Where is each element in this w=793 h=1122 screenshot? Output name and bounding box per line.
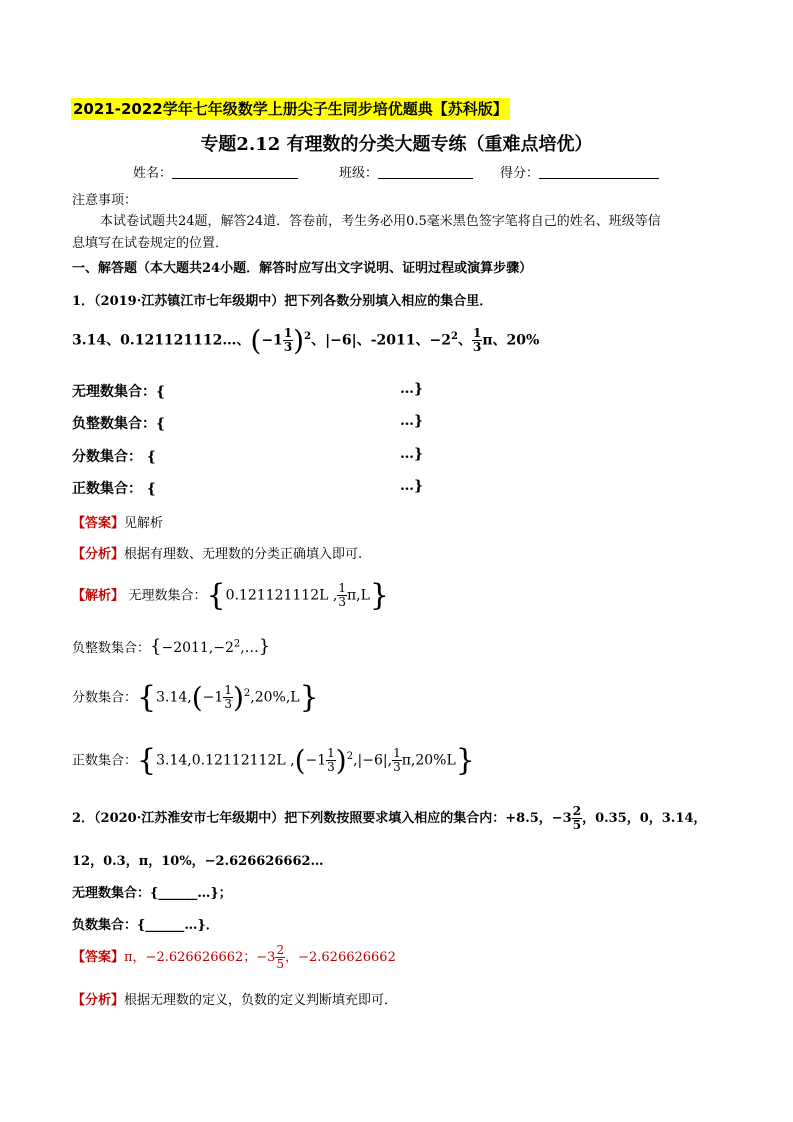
score-label: 得分： (500, 166, 540, 181)
solution-tag: 【解析】 (72, 588, 125, 604)
name-label: 姓名： (133, 166, 173, 181)
q2-set-irrational: 无理数集合：{______…}； (72, 886, 232, 901)
q2-fraction: $\frac{2}{5}$ (572, 804, 582, 832)
q1-numbers-a: 3.14、0.121121112…、 (72, 332, 251, 349)
q1-solution-positive: 正数集合：{3.14,0.12112112L ,(−1 $\frac{1}{3}$ )$^2$,|−6|, $\frac{1}{3}$ π,20%L} (72, 743, 475, 778)
q1-answer: 【答案】见解析 (72, 516, 164, 531)
name-blank[interactable] (172, 164, 298, 179)
series-banner: 2021-2022学年七年级数学上册尖子生同步培优题典【苏科版】 (73, 100, 508, 118)
class-label: 班级： (339, 166, 379, 181)
q1-solution-irrational: 【解析】 无理数集合：{0.121121112L , $\frac{1}{3}$ π,L} (72, 578, 389, 613)
score-blank[interactable] (539, 164, 659, 179)
name-field (133, 162, 298, 181)
q1-numbers-d: π、20% (482, 332, 540, 349)
q1-set-fraction: 分数集合： { …} (72, 446, 424, 465)
answer-tag: 【答案】 (72, 516, 125, 531)
q1-set-negative-integer: 负整数集合：{ …} (72, 413, 424, 432)
q2-analysis: 【分析】根据无理数的定义，负数的定义判断填充即可． (72, 993, 398, 1008)
q1-numbers: 3.14、0.121121112…、(−1 $\frac{1}{3}$ )$^2$、|−6|、-2011、$-2^2$、 $\frac{1}{3}$ π、20% (72, 324, 540, 357)
section-heading: 一、解答题（本大题共24小题．解答时应写出文字说明、证明过程或演算步骤） (72, 261, 533, 276)
class-field (339, 162, 473, 181)
answer-tag: 【答案】 (72, 950, 125, 965)
q1-analysis: 【分析】根据有理数、无理数的分类正确填入即可. (72, 547, 363, 562)
page-title: 专题2.12 有理数的分类大题专练（重难点培优） (200, 134, 593, 155)
class-blank[interactable] (378, 164, 473, 179)
q1-solution-negative-integer: 负整数集合：$\{-2011,-2^2,\dots\}$ (72, 636, 271, 657)
q1-fraction: $\frac{1}{3}$ (283, 326, 293, 354)
notice-heading: 注意事项： (72, 193, 138, 208)
q1-solution-fraction: 分数集合：{3.14,(−1 $\frac{1}{3}$ )$^2$,20%,L} (72, 680, 319, 715)
q1-set-irrational: 无理数集合：{ …} (72, 381, 424, 400)
q2-answer: 【答案】π，−2.626626662；−3 $\frac{2}{5}$ ，−2.626626662 (72, 943, 396, 971)
q1-neg: −1 (261, 332, 283, 349)
q1-numbers-b: 、|−6|、-2011、−2 (311, 332, 451, 349)
q2-stem-line-2: 12，0.3，π，10%，−2.626626662… (72, 854, 324, 869)
q1-set-positive: 正数集合： { …} (72, 478, 424, 497)
q1-fraction-pi: $\frac{1}{3}$ (472, 326, 482, 354)
q2-stem: 2．（2020·江苏淮安市七年级期中）把下列数按照要求填入相应的集合内：+8.5，−3 $\frac{2}{5}$ ，0.35，0，3.14， (72, 804, 707, 832)
notice-line-2: 息填写在试卷规定的位置． (72, 236, 229, 251)
analysis-tag: 【分析】 (72, 547, 125, 562)
analysis-tag: 【分析】 (72, 993, 125, 1008)
score-field (500, 162, 659, 181)
q2-set-negative: 负数集合：{______…}． (72, 918, 219, 933)
notice-line-1: 本试卷试题共24题，解答24道．答卷前，考生务必用0.5毫米黑色签字笔将自己的姓名、班级等信 (100, 214, 661, 229)
q1-stem: 1．（2019·江苏镇江市七年级期中）把下列各数分别填入相应的集合里． (72, 294, 493, 309)
